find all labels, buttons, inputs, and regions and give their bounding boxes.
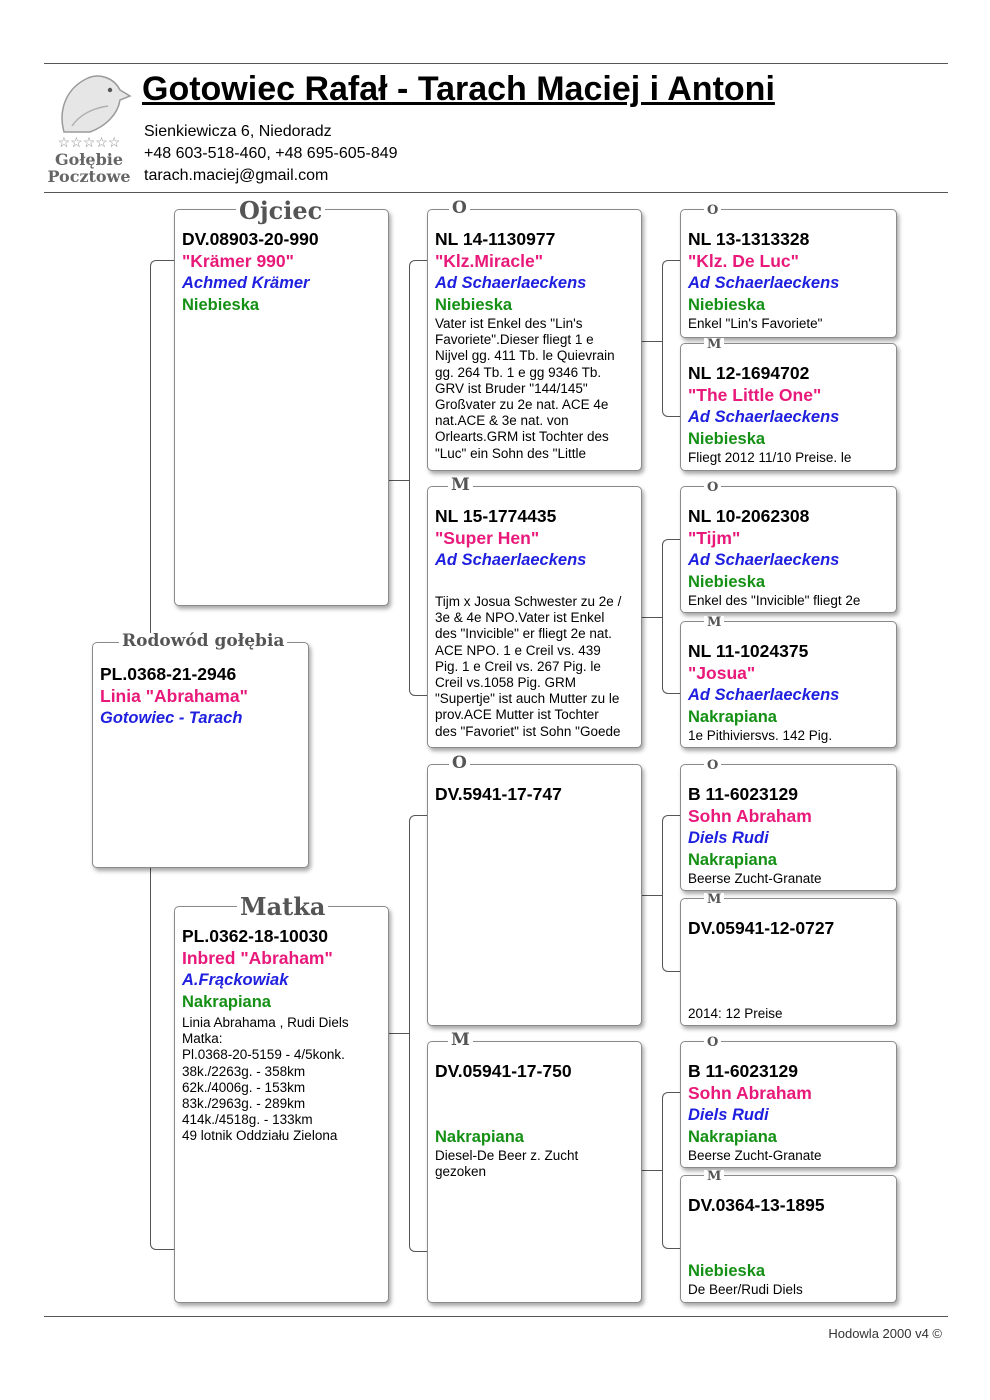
- mfm-ring: DV.05941-12-0727: [688, 918, 835, 938]
- fff-ring: NL 13-1313328: [688, 229, 810, 249]
- father-name: "Krämer 990": [182, 251, 294, 271]
- fmm-breeder: Ad Schaerlaeckens: [688, 686, 840, 704]
- subject-name: Linia "Abrahama": [100, 686, 248, 706]
- fmf-color: Niebieska: [688, 573, 766, 591]
- phone: +48 603-518-460, +48 695-605-849: [144, 145, 398, 162]
- footer-text: Hodowla 2000 v4 ©: [828, 1326, 942, 1341]
- fff-breeder: Ad Schaerlaeckens: [688, 274, 840, 292]
- fm-label: M: [448, 477, 473, 494]
- mff-card[interactable]: [680, 764, 897, 891]
- fmf-breeder: Ad Schaerlaeckens: [688, 551, 840, 569]
- mfm-card[interactable]: [680, 898, 897, 1026]
- mm-desc: Diesel-De Beer z. Zucht gezoken: [435, 1148, 579, 1180]
- footer-divider: [44, 1316, 948, 1317]
- mff-label: O: [704, 759, 721, 772]
- ffm-color: Niebieska: [688, 430, 766, 448]
- pigeon-icon: [44, 70, 134, 140]
- fmf-label: O: [704, 481, 721, 494]
- fm-breeder: Ad Schaerlaeckens: [435, 551, 587, 569]
- connector-subject-father: [150, 260, 175, 650]
- mother-name: Inbred "Abraham": [182, 948, 333, 968]
- top-divider: [44, 63, 948, 64]
- mf-ring: DV.5941-17-747: [435, 784, 562, 804]
- mother-card[interactable]: [174, 906, 389, 1303]
- mff-color: Nakrapiana: [688, 851, 777, 869]
- mmm-card[interactable]: [680, 1175, 897, 1303]
- ff-name: "Klz.Miracle": [435, 251, 544, 271]
- page-title: Gotowiec Rafał - Tarach Maciej i Antoni: [142, 70, 775, 108]
- logo-line1: Gołębie: [54, 150, 124, 169]
- email: tarach.maciej@gmail.com: [144, 167, 329, 184]
- mother-desc: Linia Abrahama , Rudi Diels Matka: Pl.0368-20-5159 - 4/5konk. 38k./2263g. - 358km 62k./4006g. - 153km 83k./2963g. - 289km 414k./4518g. - 133km 49 lotnik Oddziału Zielona: [182, 1015, 349, 1144]
- mm-label: M: [448, 1032, 473, 1049]
- ffm-ring: NL 12-1694702: [688, 363, 810, 383]
- connector-mm-out: [642, 1170, 662, 1171]
- mmf-card[interactable]: [680, 1041, 897, 1168]
- fmm-ring: NL 11-1024375: [688, 641, 809, 661]
- mfm-label: M: [704, 893, 724, 906]
- connector-mm-parents: [662, 1092, 680, 1249]
- ffm-desc: Fliegt 2012 11/10 Preise. le: [688, 450, 852, 465]
- connector-fm-out: [642, 617, 662, 618]
- mff-ring: B 11-6023129: [688, 784, 798, 804]
- mff-breeder: Diels Rudi: [688, 829, 769, 847]
- fmm-label: M: [704, 616, 724, 629]
- fff-card[interactable]: [680, 209, 897, 338]
- connector-father-out: [389, 480, 409, 481]
- ffm-label: M: [704, 338, 724, 351]
- ff-breeder: Ad Schaerlaeckens: [435, 274, 587, 292]
- mmf-ring: B 11-6023129: [688, 1061, 798, 1081]
- fmm-desc: 1e Pithiviersvs. 142 Pig.: [688, 728, 833, 743]
- mf-card[interactable]: [427, 764, 642, 1026]
- mmf-color: Nakrapiana: [688, 1128, 777, 1146]
- father-ring: DV.08903-20-990: [182, 229, 319, 249]
- mother-ring: PL.0362-18-10030: [182, 926, 328, 946]
- mmf-name: Sohn Abraham: [688, 1083, 812, 1103]
- connector-subject-mother: [150, 868, 175, 1250]
- fmf-desc: Enkel des "Invicible" fliegt 2e: [688, 593, 861, 608]
- ff-ring: NL 14-1130977: [435, 229, 556, 249]
- fmm-color: Nakrapiana: [688, 708, 777, 726]
- connector-mother-parents: [409, 815, 427, 1252]
- connector-mother-out: [389, 1033, 409, 1034]
- connector-mf-parents: [662, 815, 680, 972]
- ff-color: Niebieska: [435, 296, 513, 314]
- mmf-breeder: Diels Rudi: [688, 1106, 769, 1124]
- fm-name: "Super Hen": [435, 528, 540, 548]
- fff-desc: Enkel "Lin's Favoriete": [688, 316, 823, 331]
- ff-card[interactable]: [427, 209, 642, 471]
- connector-ff-out: [642, 341, 662, 342]
- fff-name: "Klz. De Luc": [688, 251, 799, 271]
- logo-line2: Pocztowe: [47, 167, 131, 186]
- mm-card[interactable]: [427, 1041, 642, 1303]
- mf-label: O: [449, 755, 470, 772]
- header-divider: [44, 192, 948, 193]
- subject-label: Rodowód gołębia: [119, 633, 287, 650]
- fmf-ring: NL 10-2062308: [688, 506, 810, 526]
- mmm-label: M: [704, 1170, 724, 1183]
- ff-desc: Vater ist Enkel des "Lin's Favoriete".Dieser fliegt 1 e Nijvel gg. 411 Tb. le Quievrain gg. 264 Tb. 1 e gg 9346 Tb. GRV ist Bruder "144/145" Großvater zu 2e nat. ACE 4e nat.ACE & 3e nat. von Orlearts.GRM ist Tochter des "Luc" ein Sohn des "Little: [435, 316, 615, 461]
- mother-label: Matka: [237, 895, 328, 919]
- mmf-label: O: [704, 1036, 721, 1049]
- mmm-ring: DV.0364-13-1895: [688, 1195, 825, 1215]
- mother-breeder: A.Frąckowiak: [182, 971, 289, 989]
- mm-color: Nakrapiana: [435, 1128, 524, 1146]
- logo-stars: ☆☆☆☆☆: [57, 134, 121, 150]
- father-color: Niebieska: [182, 296, 260, 314]
- ff-label: O: [449, 200, 470, 217]
- logo: [44, 70, 134, 185]
- father-card[interactable]: [174, 209, 389, 606]
- mm-ring: DV.05941-17-750: [435, 1061, 572, 1081]
- fm-card[interactable]: [427, 486, 642, 748]
- father-label: Ojciec: [236, 199, 325, 223]
- connector-fm-parents: [662, 539, 680, 694]
- father-breeder: Achmed Krämer: [182, 274, 310, 292]
- fmf-name: "Tijm": [688, 528, 741, 548]
- mmm-desc: De Beer/Rudi Diels: [688, 1282, 803, 1297]
- mmm-color: Niebieska: [688, 1262, 766, 1280]
- mfm-desc: 2014: 12 Preise: [688, 1006, 783, 1021]
- connector-mf-out: [642, 895, 662, 896]
- mff-name: Sohn Abraham: [688, 806, 812, 826]
- subject-breeder: Gotowiec - Tarach: [100, 709, 243, 727]
- fmm-card[interactable]: [680, 621, 897, 748]
- subject-ring: PL.0368-21-2946: [100, 664, 237, 684]
- connector-ff-parents: [662, 260, 680, 417]
- ffm-breeder: Ad Schaerlaeckens: [688, 408, 840, 426]
- fm-ring: NL 15-1774435: [435, 506, 557, 526]
- ffm-name: "The Little One": [688, 385, 822, 405]
- fm-desc: Tijm x Josua Schwester zu 2e / 3e & 4e NPO.Vater ist Enkel des "Invicible" er fliegt 2e nat. ACE NPO. 1 e Creil vs. 439 Pig. 1 e Creil vs. 267 Pig. le Creil vs.1058 Pig. GRM "Supertje" ist auch Mutter zu le prov.ACE Mutter ist Tochter des "Favoriet" ist Sohn "Goede: [435, 594, 622, 739]
- ffm-card[interactable]: [680, 343, 897, 471]
- fff-label: O: [704, 204, 721, 217]
- fff-color: Niebieska: [688, 296, 766, 314]
- subject-card[interactable]: [92, 642, 309, 868]
- mmf-desc: Beerse Zucht-Granate: [688, 1148, 822, 1163]
- mff-desc: Beerse Zucht-Granate: [688, 871, 822, 886]
- fmm-name: "Josua": [688, 663, 756, 683]
- connector-father-parents: [409, 260, 427, 696]
- mother-color: Nakrapiana: [182, 993, 271, 1011]
- fmf-card[interactable]: [680, 486, 897, 613]
- address: Sienkiewicza 6, Niedoradz: [144, 123, 332, 140]
